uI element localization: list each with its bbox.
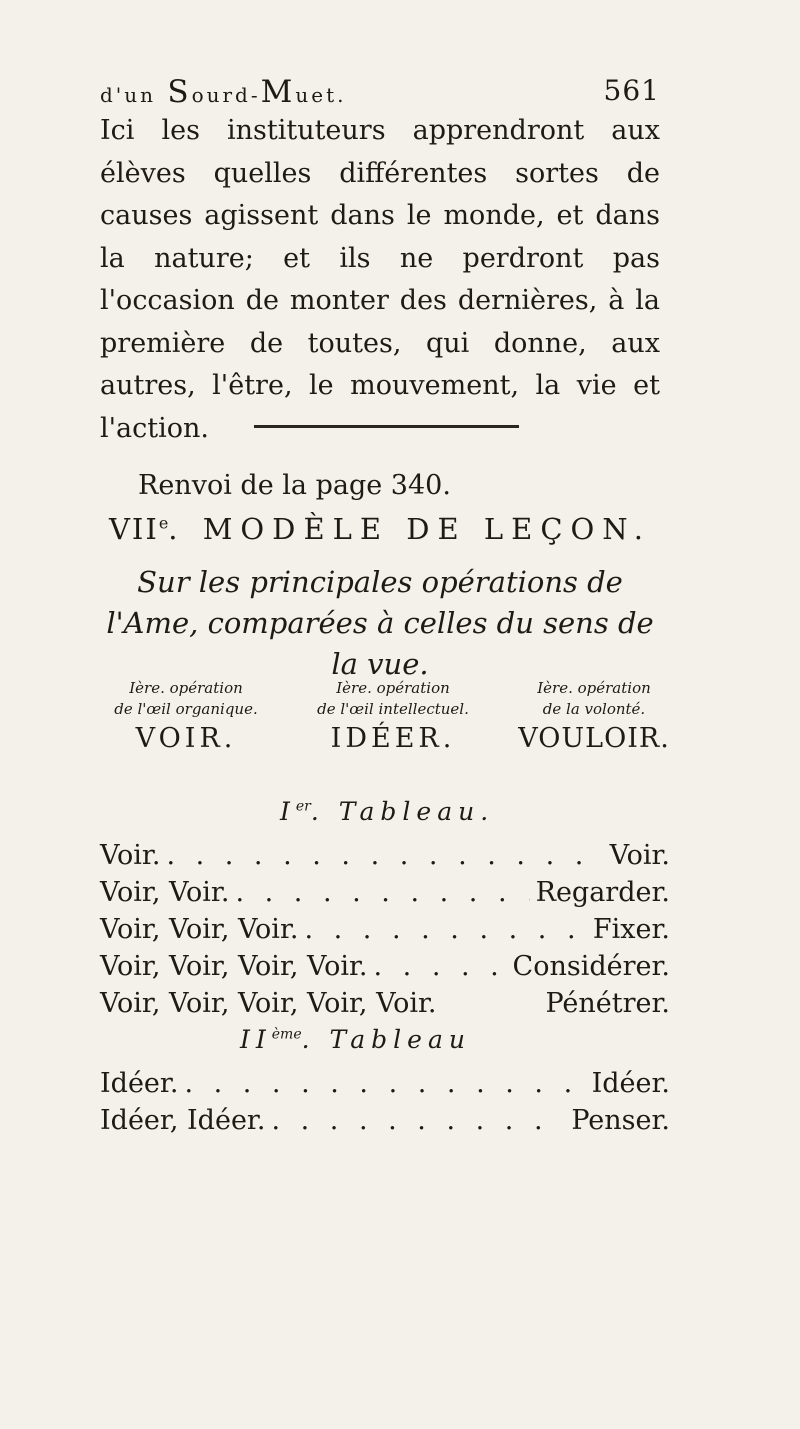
tableau-1-num: I [280,797,296,826]
operation-label: Ière. opération [336,679,450,697]
row-left: Voir. [100,840,161,871]
page-number: 561 [603,74,660,107]
leader-dots [265,1105,565,1136]
operation-word: VOIR. [135,723,237,754]
row-left: Voir, Voir, Voir. [100,914,299,945]
row-right: Pénétrer. [545,988,670,1019]
tableau-1-sup: er [295,798,311,815]
operation-word: IDÉER. [330,723,456,754]
title-prefix: d'un [100,83,157,107]
tableau-2-num: II [240,1025,272,1054]
tableau-2-sup: ème [271,1026,302,1043]
table-row [100,1068,670,1104]
title-uet: uet. [295,83,347,107]
operation-column-3 [504,678,684,754]
body-paragraph: Ici les instituteurs apprendront aux élèves quelles différentes sortes de causes agissent dans le monde, et dans la nature; et ils ne perdront pas l'occasion de monter des dernières, à la première de toutes, qui donne, aux autres, l'être, le mouvement, la vie et l'action. [100,115,660,444]
leader-dots [178,1068,585,1099]
operation-label: Ière. opération [537,679,651,697]
row-right: Penser. [571,1105,670,1136]
table-row [100,914,670,950]
row-right: Voir. [609,840,670,871]
leader-dots [229,877,529,908]
title-m: M [260,74,296,110]
row-left: Voir, Voir. [100,877,230,908]
row-left: Idéer. [100,1068,179,1099]
operation-sublabel: de l'œil organique. [114,700,258,718]
lesson-number: VII [108,512,159,546]
lesson-heading [100,512,660,546]
operation-column-1 [96,678,276,754]
row-right: Considérer. [512,951,670,982]
table-row [100,988,670,1024]
table-row [100,840,670,876]
table-row [100,1105,670,1141]
title-s: S [167,74,192,110]
tableau-1-title [280,797,494,826]
operation-sublabel: de la volonté. [542,700,646,718]
row-right: Fixer. [592,914,670,945]
row-left: Idéer, Idéer. [100,1105,266,1136]
operation-sublabel: de l'œil intellectuel. [317,700,469,718]
operation-column-2 [298,678,488,754]
section-divider [254,425,519,428]
tableau-2-label: . Tableau [301,1025,471,1054]
tableau-1-label: . Tableau. [310,797,495,826]
table-row [100,951,670,987]
operation-word: VOULOIR. [518,723,670,754]
leader-dots [160,840,603,871]
leader-dots [367,951,506,982]
lesson-subtitle: Sur les principales opérations de l'Ame, comparées à celles du sens de la vue. [106,565,654,681]
row-left: Voir, Voir, Voir, Voir. [100,951,368,982]
renvoi-note: Renvoi de la page 340. [138,470,451,501]
lesson-title: . MODÈLE DE LEÇON. [168,512,652,546]
title-ourd: ourd- [191,83,261,107]
row-right: Idéer. [591,1068,670,1099]
lesson-number-sup: e [158,513,169,533]
row-right: Regarder. [535,877,670,908]
row-left: Voir, Voir, Voir, Voir, Voir. [100,988,437,1019]
operation-label: Ière. opération [129,679,243,697]
tableau-2-title [240,1025,471,1054]
table-row [100,877,670,913]
running-head-title [100,74,347,110]
leader-dots [298,914,586,945]
